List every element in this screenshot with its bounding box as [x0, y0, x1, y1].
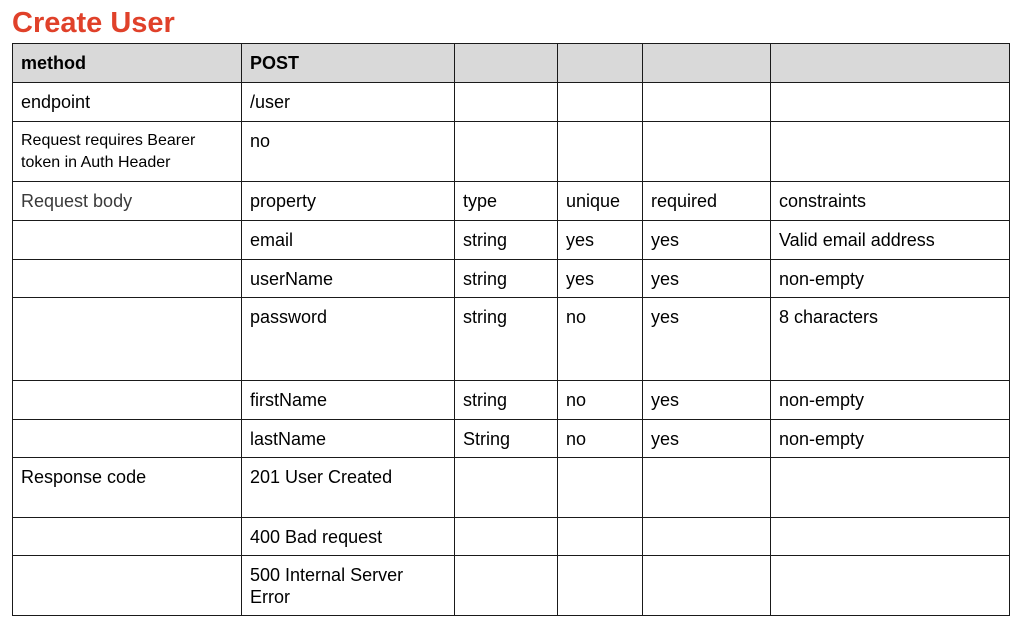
property-type-cell: string — [455, 221, 558, 260]
auth-row — [13, 122, 1010, 182]
property-unique-cell: no — [558, 298, 643, 381]
request-body-label-cell: Request body — [13, 182, 242, 221]
property-name-cell: firstName — [242, 381, 455, 420]
property-unique-cell: no — [558, 420, 643, 458]
empty-cell — [13, 260, 242, 298]
property-constraints-cell: non-empty — [771, 381, 1010, 420]
property-row-username — [13, 260, 1010, 298]
empty-cell — [558, 518, 643, 556]
empty-cell — [455, 44, 558, 83]
request-body-header-row — [13, 182, 1010, 221]
empty-cell — [558, 44, 643, 83]
property-unique-cell: yes — [558, 221, 643, 260]
property-row-email — [13, 221, 1010, 260]
empty-cell — [13, 518, 242, 556]
empty-cell — [643, 518, 771, 556]
unique-header-cell: unique — [558, 182, 643, 221]
endpoint-value-cell: /user — [242, 83, 455, 122]
empty-cell — [455, 83, 558, 122]
empty-cell — [455, 122, 558, 182]
empty-cell — [13, 298, 242, 381]
property-required-cell: yes — [643, 420, 771, 458]
empty-cell — [643, 122, 771, 182]
property-type-cell: string — [455, 260, 558, 298]
empty-cell — [771, 83, 1010, 122]
response-code-value-cell: 500 Internal Server Error — [242, 556, 455, 616]
property-name-cell: lastName — [242, 420, 455, 458]
response-code-value-cell: 201 User Created — [242, 458, 455, 518]
response-code-row — [13, 556, 1010, 616]
empty-cell — [771, 458, 1010, 518]
empty-cell — [13, 420, 242, 458]
type-header-cell: type — [455, 182, 558, 221]
property-row-firstname — [13, 381, 1010, 420]
empty-cell — [643, 556, 771, 616]
auth-value-cell: no — [242, 122, 455, 182]
empty-cell — [558, 83, 643, 122]
method-row — [13, 44, 1010, 83]
property-unique-cell: yes — [558, 260, 643, 298]
property-row-lastname — [13, 420, 1010, 458]
property-header-cell: property — [242, 182, 455, 221]
empty-cell — [558, 458, 643, 518]
property-required-cell: yes — [643, 381, 771, 420]
endpoint-row — [13, 83, 1010, 122]
method-label-cell: method — [13, 44, 242, 83]
empty-cell — [558, 556, 643, 616]
endpoint-label-cell: endpoint — [13, 83, 242, 122]
required-header-cell: required — [643, 182, 771, 221]
property-name-cell: userName — [242, 260, 455, 298]
page-title: Create User — [12, 7, 175, 39]
property-constraints-cell: 8 characters — [771, 298, 1010, 381]
empty-cell — [771, 556, 1010, 616]
property-constraints-cell: non-empty — [771, 420, 1010, 458]
method-value-cell: POST — [242, 44, 455, 83]
property-type-cell: string — [455, 381, 558, 420]
property-name-cell: password — [242, 298, 455, 381]
property-constraints-cell: non-empty — [771, 260, 1010, 298]
empty-cell — [13, 556, 242, 616]
empty-cell — [455, 556, 558, 616]
property-unique-cell: no — [558, 381, 643, 420]
empty-cell — [455, 518, 558, 556]
empty-cell — [771, 122, 1010, 182]
empty-cell — [455, 458, 558, 518]
empty-cell — [558, 122, 643, 182]
empty-cell — [643, 458, 771, 518]
empty-cell — [643, 83, 771, 122]
property-constraints-cell: Valid email address — [771, 221, 1010, 260]
response-code-value-cell: 400 Bad request — [242, 518, 455, 556]
property-required-cell: yes — [643, 260, 771, 298]
response-code-label-cell: Response code — [13, 458, 242, 518]
empty-cell — [13, 381, 242, 420]
empty-cell — [643, 44, 771, 83]
property-type-cell: String — [455, 420, 558, 458]
empty-cell — [771, 518, 1010, 556]
empty-cell — [13, 221, 242, 260]
api-spec-table — [12, 43, 1010, 616]
response-code-row — [13, 458, 1010, 518]
response-code-row — [13, 518, 1010, 556]
property-row-password — [13, 298, 1010, 381]
constraints-header-cell: constraints — [771, 182, 1010, 221]
auth-label-cell: Request requires Bearer token in Auth Header — [13, 122, 242, 182]
property-type-cell: string — [455, 298, 558, 381]
property-required-cell: yes — [643, 221, 771, 260]
property-required-cell: yes — [643, 298, 771, 381]
property-name-cell: email — [242, 221, 455, 260]
empty-cell — [771, 44, 1010, 83]
